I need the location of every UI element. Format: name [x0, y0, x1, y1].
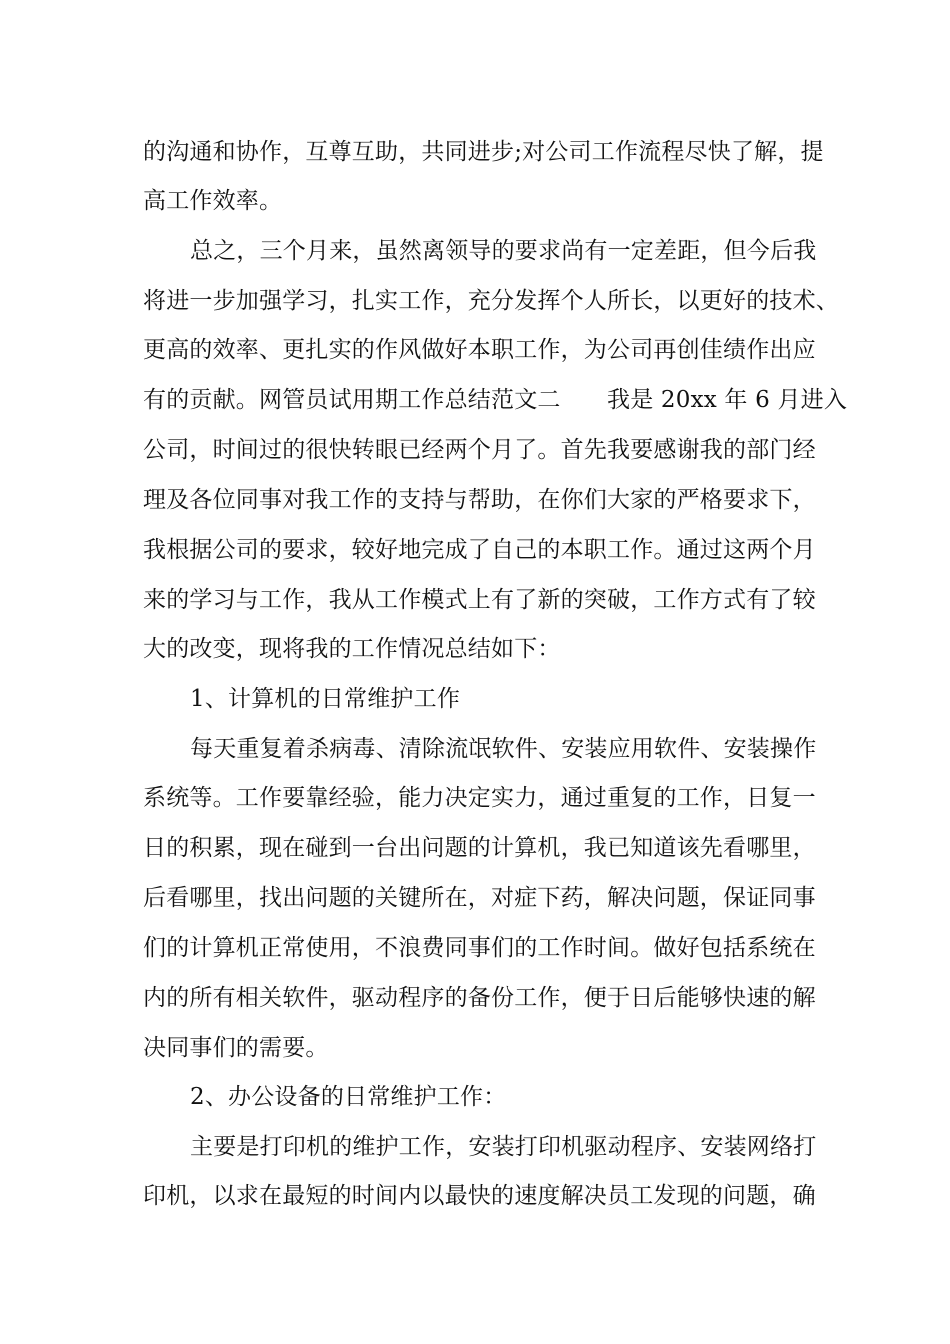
text-line: 日的积累，现在碰到一台出问题的计算机，我已知道该先看哪里，: [143, 835, 816, 861]
paragraph-start-line: 总之，三个月来，虽然离领导的要求尚有一定差距，但今后我: [190, 238, 817, 264]
text-line: 内的所有相关软件，驱动程序的备份工作，便于日后能够快速的解: [143, 985, 816, 1011]
paragraph-start-line: 主要是打印机的维护工作，安装打印机驱动程序、安装网络打: [190, 1134, 817, 1160]
text-line: 有的贡献。网管员试用期工作总结范文二 我是 20xx 年 6 月进入: [143, 387, 848, 413]
text-line: 后看哪里，找出问题的关键所在，对症下药，解决问题，保证同事: [143, 885, 816, 911]
text-line: 来的学习与工作，我从工作模式上有了新的突破，工作方式有了较: [143, 587, 816, 613]
text-line: 高工作效率。: [143, 188, 283, 214]
text-line: 印机，以求在最短的时间内以最快的速度解决员工发现的问题，确: [143, 1183, 816, 1209]
text-line: 理及各位同事对我工作的支持与帮助，在你们大家的严格要求下，: [143, 487, 816, 513]
text-line: 系统等。工作要靠经验，能力决定实力，通过重复的工作，日复一: [143, 785, 816, 811]
text-line: 更高的效率、更扎实的作风做好本职工作，为公司再创佳绩作出应: [143, 337, 816, 363]
text-line: 公司，时间过的很快转眼已经两个月了。首先我要感谢我的部门经: [143, 437, 816, 463]
text-line: 将进一步加强学习，扎实工作，充分发挥个人所长，以更好的技术、: [143, 288, 839, 314]
text-line: 们的计算机正常使用，不浪费同事们的工作时间。做好包括系统在: [143, 935, 816, 961]
text-line: 的沟通和协作，互尊互助，共同进步;对公司工作流程尽快了解，提: [143, 139, 824, 165]
text-line: 决同事们的需要。: [143, 1035, 329, 1061]
section-heading-2: 2、办公设备的日常维护工作：: [190, 1084, 507, 1110]
text-line: 我根据公司的要求，较好地完成了自己的本职工作。通过这两个月: [143, 537, 816, 563]
paragraph-start-line: 每天重复着杀病毒、清除流氓软件、安装应用软件、安装操作: [190, 736, 817, 762]
section-heading-1: 1、计算机的日常维护工作: [190, 686, 461, 712]
text-line: 大的改变，现将我的工作情况总结如下：: [143, 636, 561, 662]
